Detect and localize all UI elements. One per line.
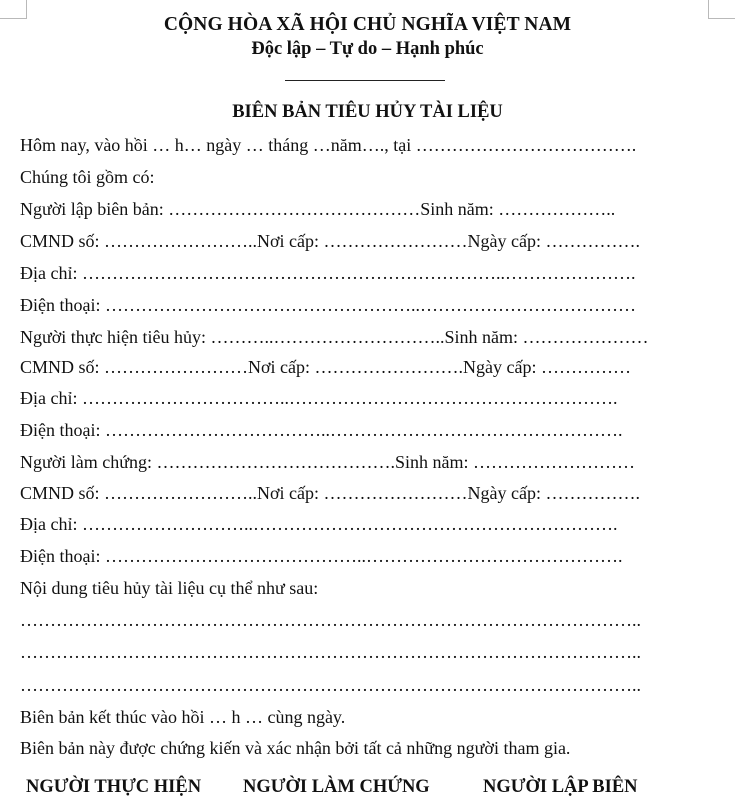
body-line: Địa chỉ: ……………………………..……………………………………………….	[20, 388, 618, 408]
document-title: BIÊN BẢN TIÊU HỦY TÀI LIỆU	[232, 102, 503, 122]
motto-heading: Độc lập – Tự do – Hạnh phúc	[251, 39, 484, 59]
signature-executor: NGƯỜI THỰC HIỆN	[26, 777, 202, 797]
signature-witness: NGƯỜI LÀM CHỨNG	[243, 777, 430, 797]
body-line: CMND số: ……………………..Nơi cấp: ……………………Ngày cấp: …………….	[20, 483, 640, 503]
body-line: Người lập biên bản: ……………………………………Sinh năm: ………………..	[20, 199, 616, 219]
body-line: Người thực hiện tiêu hủy: ………..………………………..Sinh năm: …………………	[20, 327, 649, 347]
body-line: …………………………………………………………………………………………..	[20, 642, 641, 662]
body-line: Chúng tôi gồm có:	[20, 167, 155, 187]
body-line: Địa chỉ: ……………………………………………………………..………………….	[20, 263, 636, 283]
country-heading: CỘNG HÒA XÃ HỘI CHỦ NGHĨA VIỆT NAM	[163, 14, 572, 35]
body-line: Biên bản này được chứng kiến và xác nhận bởi tất cả những người tham gia.	[20, 738, 571, 758]
body-line: …………………………………………………………………………………………..	[20, 675, 641, 695]
body-line: Người làm chứng: ………………………………….Sinh năm: ………………………	[20, 452, 636, 472]
header-divider	[285, 80, 445, 81]
body-line: Biên bản kết thúc vào hồi … h … cùng ngày.	[20, 707, 346, 727]
body-line: CMND số: ……………………..Nơi cấp: ……………………Ngày cấp: …………….	[20, 231, 640, 251]
body-line: Hôm nay, vào hồi … h… ngày … tháng …năm…., tại ……………………………….	[20, 135, 637, 155]
body-line: CMND số: ……………………Nơi cấp: …………………….Ngày cấp: ……………	[20, 357, 631, 377]
signature-author: NGƯỜI LẬP BIÊN	[483, 777, 638, 797]
body-line: Điện thoại: ………………………………..………………………………………….	[20, 420, 623, 440]
body-line: …………………………………………………………………………………………..	[20, 610, 641, 630]
body-line: Điện thoại: ……………………………………………..………………………………	[20, 295, 636, 315]
body-line: Điện thoại: ……………………………………..…………………………………….	[20, 546, 623, 566]
body-line: Địa chỉ: ………………………..…………………………………………………….	[20, 514, 618, 534]
body-line: Nội dung tiêu hủy tài liệu cụ thể như sau:	[20, 578, 319, 598]
